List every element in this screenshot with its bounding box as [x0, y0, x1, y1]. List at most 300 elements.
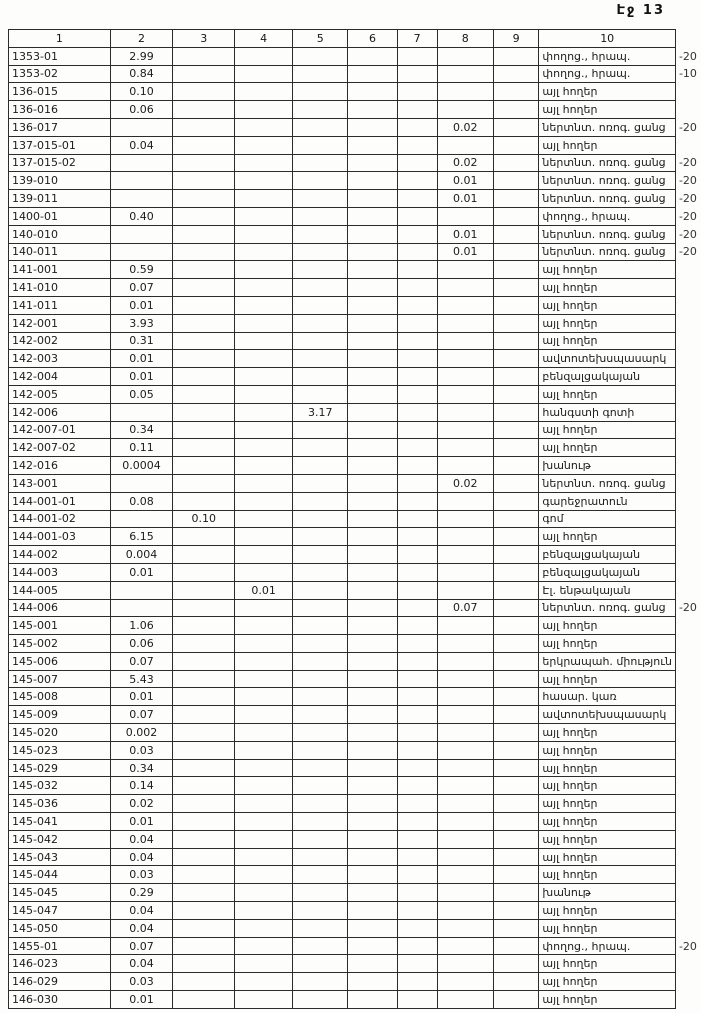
margin-note-header: [675, 30, 700, 48]
area-value-cell: [437, 848, 493, 866]
area-value-cell: [437, 65, 493, 83]
margin-note: [675, 848, 700, 866]
area-value-cell: 0.01: [110, 350, 173, 368]
area-value-cell: [235, 385, 293, 403]
table-row: [9, 154, 701, 172]
area-value-cell: [293, 439, 348, 457]
area-value-cell: [348, 47, 397, 65]
parcel-code-cell: 145-020: [9, 724, 111, 742]
table-row: [9, 724, 701, 742]
land-use-description-cell: խանութ: [539, 457, 676, 475]
area-value-cell: [348, 617, 397, 635]
area-value-cell: [437, 368, 493, 386]
parcel-code-cell: 144-001-03: [9, 528, 111, 546]
table-body: [9, 47, 701, 1008]
area-value-cell: [348, 350, 397, 368]
area-value-cell: [493, 47, 539, 65]
area-value-cell: [293, 848, 348, 866]
area-value-cell: [173, 528, 235, 546]
margin-note: [675, 741, 700, 759]
area-value-cell: [348, 724, 397, 742]
area-value-cell: [437, 563, 493, 581]
area-value-cell: 0.01: [110, 296, 173, 314]
area-value-cell: [397, 154, 437, 172]
area-value-cell: [293, 759, 348, 777]
area-value-cell: 0.04: [110, 830, 173, 848]
area-value-cell: 0.10: [110, 83, 173, 101]
area-value-cell: [293, 777, 348, 795]
area-value-cell: 0.01: [235, 581, 293, 599]
area-value-cell: [293, 973, 348, 991]
table-row: [9, 243, 701, 261]
parcel-code-cell: 145-008: [9, 688, 111, 706]
land-use-description-cell: փողոց., հրապ.: [539, 207, 676, 225]
area-value-cell: [397, 332, 437, 350]
table-row: [9, 492, 701, 510]
area-value-cell: [235, 937, 293, 955]
margin-note: -20: [678, 192, 697, 206]
area-value-cell: [173, 706, 235, 724]
area-value-cell: 0.05: [110, 385, 173, 403]
area-value-cell: [293, 688, 348, 706]
land-use-description-cell: փողոց., հրապ.: [539, 937, 676, 955]
area-value-cell: [437, 136, 493, 154]
margin-note: [675, 830, 700, 848]
area-value-cell: [293, 118, 348, 136]
parcel-code-cell: 144-001-01: [9, 492, 111, 510]
area-value-cell: [397, 848, 437, 866]
land-use-description-cell: խանութ: [539, 884, 676, 902]
area-value-cell: [173, 599, 235, 617]
margin-note: -20: [678, 939, 697, 953]
area-value-cell: [293, 332, 348, 350]
area-value-cell: 0.07: [437, 599, 493, 617]
table-row: [9, 741, 701, 759]
parcel-code-cell: 144-006: [9, 599, 111, 617]
margin-note: [675, 777, 700, 795]
table-row: [9, 403, 701, 421]
land-use-description-cell: այլ հողեր: [539, 777, 676, 795]
land-use-description-cell: այլ հողեր: [539, 902, 676, 920]
area-value-cell: [293, 154, 348, 172]
margin-note: [675, 83, 700, 101]
land-use-description-cell: այլ հողեր: [539, 830, 676, 848]
land-use-description-cell: գարեջրատուն: [539, 492, 676, 510]
land-use-description-cell: այլ հողեր: [539, 866, 676, 884]
area-value-cell: [173, 937, 235, 955]
parcel-code-cell: 145-029: [9, 759, 111, 777]
area-value-cell: [493, 528, 539, 546]
table-row: [9, 225, 701, 243]
area-value-cell: [348, 777, 397, 795]
area-value-cell: [348, 296, 397, 314]
area-value-cell: [397, 528, 437, 546]
land-use-description-cell: բենզալցակայան: [539, 546, 676, 564]
area-value-cell: [397, 101, 437, 119]
area-value-cell: [348, 795, 397, 813]
area-value-cell: [110, 474, 173, 492]
area-value-cell: [493, 368, 539, 386]
area-value-cell: [397, 759, 437, 777]
area-value-cell: [437, 350, 493, 368]
area-value-cell: [110, 403, 173, 421]
area-value-cell: [493, 101, 539, 119]
land-use-description-cell: ներտնտ. ոռոգ. ցանց: [539, 599, 676, 617]
land-use-description-cell: այլ հողեր: [539, 83, 676, 101]
area-value-cell: [397, 172, 437, 190]
area-value-cell: [493, 902, 539, 920]
parcel-code-cell: 144-005: [9, 581, 111, 599]
area-value-cell: [235, 848, 293, 866]
area-value-cell: [173, 884, 235, 902]
area-value-cell: [173, 403, 235, 421]
area-value-cell: [173, 439, 235, 457]
parcel-code-cell: 141-001: [9, 261, 111, 279]
table-row: [9, 118, 701, 136]
area-value-cell: [173, 581, 235, 599]
area-value-cell: [348, 884, 397, 902]
column-header: 2: [110, 30, 173, 48]
parcel-code-cell: 145-007: [9, 670, 111, 688]
area-value-cell: [293, 172, 348, 190]
area-value-cell: [293, 581, 348, 599]
area-value-cell: [293, 724, 348, 742]
table-row: [9, 510, 701, 528]
area-value-cell: [235, 83, 293, 101]
area-value-cell: [397, 243, 437, 261]
area-value-cell: [348, 101, 397, 119]
area-value-cell: [173, 279, 235, 297]
area-value-cell: [293, 599, 348, 617]
area-value-cell: [173, 848, 235, 866]
area-value-cell: [437, 332, 493, 350]
parcel-code-cell: 136-015: [9, 83, 111, 101]
parcel-code-cell: 144-001-02: [9, 510, 111, 528]
area-value-cell: [397, 510, 437, 528]
area-value-cell: 1.06: [110, 617, 173, 635]
margin-note: [675, 296, 700, 314]
area-value-cell: [437, 937, 493, 955]
land-use-description-cell: հանգստի գոտի: [539, 403, 676, 421]
area-value-cell: [397, 813, 437, 831]
area-value-cell: 0.01: [437, 225, 493, 243]
area-value-cell: [493, 937, 539, 955]
land-use-description-cell: այլ հողեր: [539, 439, 676, 457]
area-value-cell: [493, 243, 539, 261]
area-value-cell: [173, 368, 235, 386]
table-row: [9, 190, 701, 208]
area-value-cell: [348, 759, 397, 777]
area-value-cell: [397, 830, 437, 848]
land-use-description-cell: այլ հողեր: [539, 296, 676, 314]
area-value-cell: [437, 101, 493, 119]
table-row: [9, 581, 701, 599]
area-value-cell: [293, 101, 348, 119]
area-value-cell: [173, 741, 235, 759]
area-value-cell: 0.29: [110, 884, 173, 902]
area-value-cell: [173, 830, 235, 848]
margin-note: [675, 510, 700, 528]
area-value-cell: [293, 261, 348, 279]
margin-note: [675, 457, 700, 475]
area-value-cell: [235, 439, 293, 457]
parcel-code-cell: 1353-01: [9, 47, 111, 65]
area-value-cell: [235, 136, 293, 154]
table-row: [9, 279, 701, 297]
area-value-cell: [437, 510, 493, 528]
land-use-description-cell: այլ հողեր: [539, 813, 676, 831]
land-use-description-cell: այլ հողեր: [539, 848, 676, 866]
area-value-cell: [293, 741, 348, 759]
land-use-description-cell: այլ հողեր: [539, 919, 676, 937]
area-value-cell: [437, 261, 493, 279]
area-value-cell: [110, 154, 173, 172]
area-value-cell: [235, 635, 293, 653]
margin-note: [675, 724, 700, 742]
area-value-cell: [437, 581, 493, 599]
area-value-cell: 0.14: [110, 777, 173, 795]
area-value-cell: [235, 777, 293, 795]
area-value-cell: [173, 474, 235, 492]
table-row: [9, 65, 701, 83]
area-value-cell: [173, 296, 235, 314]
area-value-cell: [348, 154, 397, 172]
area-value-cell: [493, 261, 539, 279]
area-value-cell: [348, 439, 397, 457]
table-row: [9, 688, 701, 706]
area-value-cell: 0.04: [110, 919, 173, 937]
area-value-cell: [235, 207, 293, 225]
area-value-cell: [173, 83, 235, 101]
area-value-cell: [173, 991, 235, 1009]
area-value-cell: 0.06: [110, 635, 173, 653]
area-value-cell: [493, 955, 539, 973]
area-value-cell: [397, 314, 437, 332]
margin-note: [675, 385, 700, 403]
land-use-description-cell: ավտոտեխսպասարկ: [539, 706, 676, 724]
table-row: [9, 813, 701, 831]
parcel-code-cell: 141-011: [9, 296, 111, 314]
area-value-cell: [235, 296, 293, 314]
area-value-cell: [235, 866, 293, 884]
area-value-cell: [437, 813, 493, 831]
land-use-description-cell: ներտնտ. ոռոգ. ցանց: [539, 190, 676, 208]
table-row: [9, 670, 701, 688]
area-value-cell: [293, 866, 348, 884]
margin-note: [675, 652, 700, 670]
area-value-cell: [493, 421, 539, 439]
column-header: 9: [493, 30, 539, 48]
area-value-cell: [173, 47, 235, 65]
area-value-cell: [348, 741, 397, 759]
land-use-description-cell: փողոց., հրապ.: [539, 65, 676, 83]
parcel-code-cell: 145-009: [9, 706, 111, 724]
area-value-cell: [437, 884, 493, 902]
area-value-cell: [110, 190, 173, 208]
area-value-cell: 0.02: [110, 795, 173, 813]
area-value-cell: [173, 492, 235, 510]
area-value-cell: [110, 225, 173, 243]
area-value-cell: 0.01: [437, 243, 493, 261]
area-value-cell: [397, 457, 437, 475]
area-value-cell: [293, 813, 348, 831]
area-value-cell: [397, 492, 437, 510]
parcel-code-cell: 146-023: [9, 955, 111, 973]
area-value-cell: [348, 368, 397, 386]
area-value-cell: 0.06: [110, 101, 173, 119]
parcel-code-cell: 145-047: [9, 902, 111, 920]
area-value-cell: [235, 830, 293, 848]
table-row: [9, 884, 701, 902]
area-value-cell: [348, 813, 397, 831]
area-value-cell: 0.59: [110, 261, 173, 279]
area-value-cell: 0.01: [437, 172, 493, 190]
column-header: 6: [348, 30, 397, 48]
area-value-cell: [437, 955, 493, 973]
area-value-cell: [235, 759, 293, 777]
area-value-cell: [493, 154, 539, 172]
table-row: [9, 635, 701, 653]
area-value-cell: [110, 172, 173, 190]
margin-note: -20: [678, 209, 697, 223]
area-value-cell: [173, 225, 235, 243]
area-value-cell: [348, 973, 397, 991]
land-use-description-cell: այլ հողեր: [539, 635, 676, 653]
area-value-cell: [235, 368, 293, 386]
table-row: [9, 848, 701, 866]
area-value-cell: [397, 777, 437, 795]
area-value-cell: [348, 118, 397, 136]
margin-note: [675, 866, 700, 884]
table-row: [9, 937, 701, 955]
area-value-cell: [437, 457, 493, 475]
margin-note: [675, 492, 700, 510]
area-value-cell: [235, 190, 293, 208]
area-value-cell: [437, 706, 493, 724]
land-use-description-cell: այլ հողեր: [539, 261, 676, 279]
table-row: [9, 599, 701, 617]
area-value-cell: [493, 599, 539, 617]
area-value-cell: [173, 154, 235, 172]
area-value-cell: 0.11: [110, 439, 173, 457]
margin-note: [675, 902, 700, 920]
area-value-cell: [348, 848, 397, 866]
area-value-cell: [293, 706, 348, 724]
area-value-cell: [397, 973, 437, 991]
area-value-cell: [493, 457, 539, 475]
area-value-cell: [293, 510, 348, 528]
area-value-cell: [235, 706, 293, 724]
margin-note: -20: [678, 120, 697, 134]
area-value-cell: [293, 528, 348, 546]
area-value-cell: [437, 421, 493, 439]
table-row: [9, 991, 701, 1009]
area-value-cell: [437, 492, 493, 510]
area-value-cell: [397, 563, 437, 581]
parcel-code-cell: 142-002: [9, 332, 111, 350]
area-value-cell: [437, 741, 493, 759]
area-value-cell: [235, 279, 293, 297]
table-row: [9, 47, 701, 65]
area-value-cell: [397, 937, 437, 955]
parcel-code-cell: 145-023: [9, 741, 111, 759]
area-value-cell: [437, 83, 493, 101]
area-value-cell: [493, 65, 539, 83]
area-value-cell: [348, 136, 397, 154]
table-row: [9, 902, 701, 920]
area-value-cell: [293, 991, 348, 1009]
area-value-cell: [397, 474, 437, 492]
area-value-cell: 0.03: [110, 741, 173, 759]
area-value-cell: [437, 439, 493, 457]
area-value-cell: [437, 652, 493, 670]
area-value-cell: [397, 261, 437, 279]
area-value-cell: 0.07: [110, 706, 173, 724]
parcel-code-cell: 145-045: [9, 884, 111, 902]
area-value-cell: [397, 47, 437, 65]
table-row: [9, 261, 701, 279]
area-value-cell: [235, 563, 293, 581]
area-value-cell: [235, 314, 293, 332]
area-value-cell: [173, 724, 235, 742]
table-row: [9, 350, 701, 368]
area-value-cell: [437, 385, 493, 403]
column-header: 4: [235, 30, 293, 48]
area-value-cell: 6.15: [110, 528, 173, 546]
margin-note: [675, 368, 700, 386]
area-value-cell: [293, 385, 348, 403]
area-value-cell: [348, 866, 397, 884]
area-value-cell: [397, 866, 437, 884]
column-header: 5: [293, 30, 348, 48]
area-value-cell: [397, 350, 437, 368]
area-value-cell: [235, 599, 293, 617]
area-value-cell: [235, 118, 293, 136]
parcel-code-cell: 141-010: [9, 279, 111, 297]
parcel-code-cell: 142-006: [9, 403, 111, 421]
area-value-cell: [493, 652, 539, 670]
area-value-cell: [110, 118, 173, 136]
area-value-cell: [348, 563, 397, 581]
area-value-cell: [293, 457, 348, 475]
area-value-cell: [235, 172, 293, 190]
area-value-cell: 0.01: [110, 563, 173, 581]
area-value-cell: [235, 617, 293, 635]
area-value-cell: [493, 546, 539, 564]
land-use-description-cell: այլ հողեր: [539, 741, 676, 759]
area-value-cell: [173, 813, 235, 831]
area-value-cell: [110, 581, 173, 599]
area-value-cell: [348, 83, 397, 101]
area-value-cell: [173, 670, 235, 688]
area-value-cell: [397, 652, 437, 670]
area-value-cell: [173, 546, 235, 564]
area-value-cell: [437, 47, 493, 65]
area-value-cell: [397, 225, 437, 243]
area-value-cell: [493, 919, 539, 937]
area-value-cell: [235, 225, 293, 243]
area-value-cell: [173, 955, 235, 973]
area-value-cell: [348, 225, 397, 243]
area-value-cell: [235, 261, 293, 279]
area-value-cell: 3.17: [293, 403, 348, 421]
area-value-cell: [235, 741, 293, 759]
area-value-cell: [397, 296, 437, 314]
land-use-description-cell: ավտոտեխսպասարկ: [539, 350, 676, 368]
land-use-description-cell: այլ հողեր: [539, 314, 676, 332]
parcel-code-cell: 1455-01: [9, 937, 111, 955]
area-value-cell: [397, 706, 437, 724]
